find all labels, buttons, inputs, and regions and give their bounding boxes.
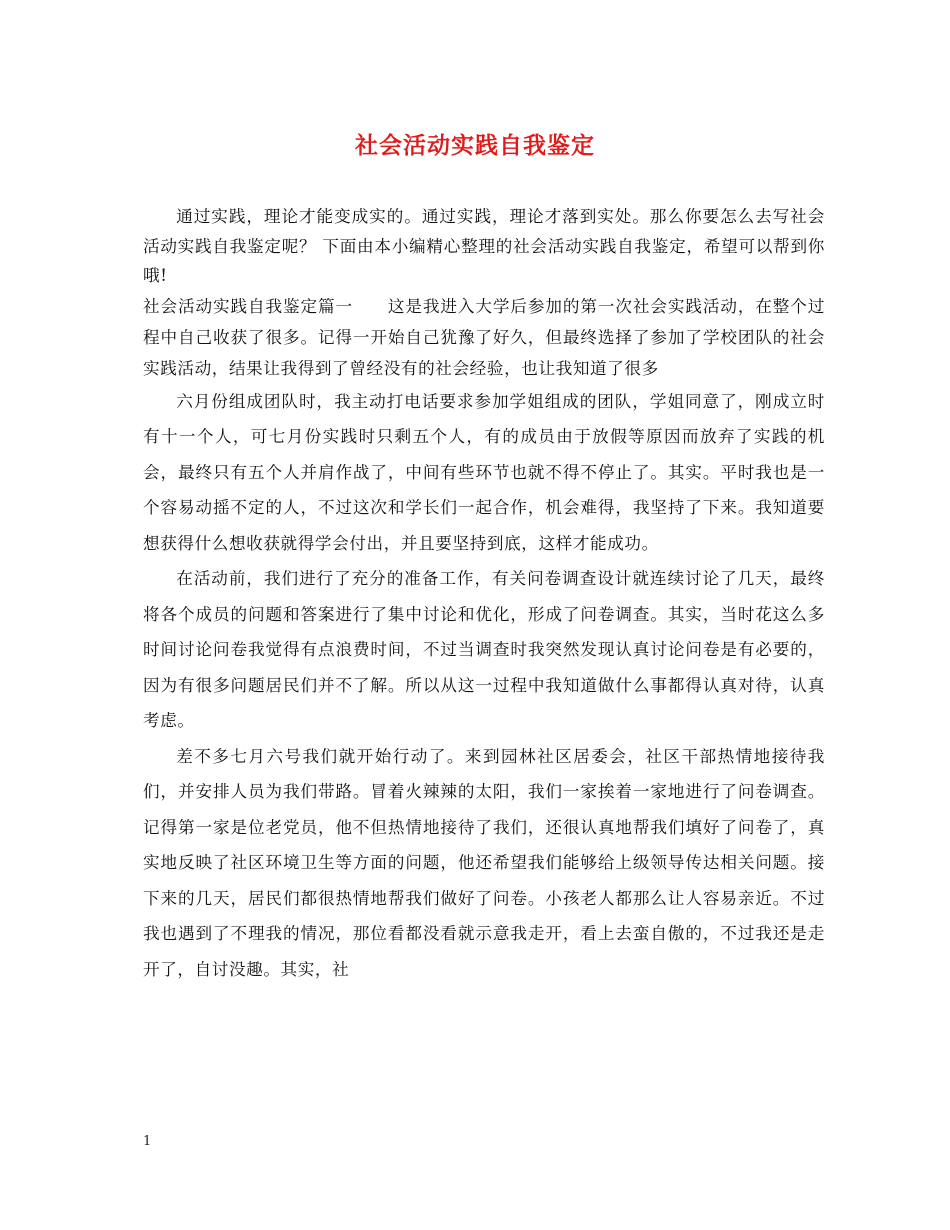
paragraph-survey: 差不多七月六号我们就开始行动了。来到园林社区居委会，社区干部热情地接待我们，并安排人员为我们带路。冒着火辣辣的太阳，我们一家挨着一家地进行了问卷调查。记得第一家是位老党员，他不但热情地接待了我们，还很认真地帮我们填好了问卷了，真实地反映了社区环境卫生等方面的问题，他还希望我们能够给上级领导传达相关问题。接下来的几天，居民们都很热情地帮我们做好了问卷。小孩老人都那么让人容易亲近。不过我也遇到了不理我的情况，那位看都没看就示意我走开，看上去蛮自傲的，不过我还是走开了，自讨没趣。其实，社 <box>143 746 825 979</box>
paragraph-intro: 通过实践，理论才能变成实的。通过实践，理论才落到实处。那么你要怎么去写社会活动实践自我鉴定呢？ 下面由本小编精心整理的社会活动实践自我鉴定，希望可以帮到你哦! <box>143 207 825 285</box>
paragraph-team: 六月份组成团队时，我主动打电话要求参加学姐组成的团队，学姐同意了，刚成立时有十一个人，可七月份实践时只剩五个人，有的成员由于放假等原因而放弃了实践的机会，最终只有五个人并肩作战了，中间有些环节也就不得不停止了。其实。平时我也是一个容易动摇不定的人，不过这次和学长们一起合作，机会难得，我坚持了下来。我知道要想获得什么想收获就得学会付出，并且要坚持到底，这样才能成功。 <box>143 391 825 553</box>
document-title: 社会活动实践自我鉴定 <box>355 132 595 159</box>
document-body <box>143 202 825 987</box>
page-number: 1 <box>143 1134 152 1149</box>
paragraph-preparation: 在活动前，我们进行了充分的准备工作，有关问卷调查设计就连续讨论了几天，最终将各个成员的问题和答案进行了集中讨论和优化，形成了问卷调查。其实，当时花这么多时间讨论问卷我觉得有点浪费时间，不过当调查时我突然发现认真讨论问卷是有必要的，因为有很多问题居民们并不了解。所以从这一过程中我知道做什么事都得认真对待，认真考虑。 <box>143 569 825 730</box>
paragraph-section-one: 社会活动实践自我鉴定篇一 这是我进入大学后参加的第一次社会实践活动，在整个过程中自己收获了很多。记得一开始自己犹豫了好久，但最终选择了参加了学校团队的社会实践活动，结果让我得到了曾经没有的社会经验，也让我知道了很多 <box>143 296 825 378</box>
